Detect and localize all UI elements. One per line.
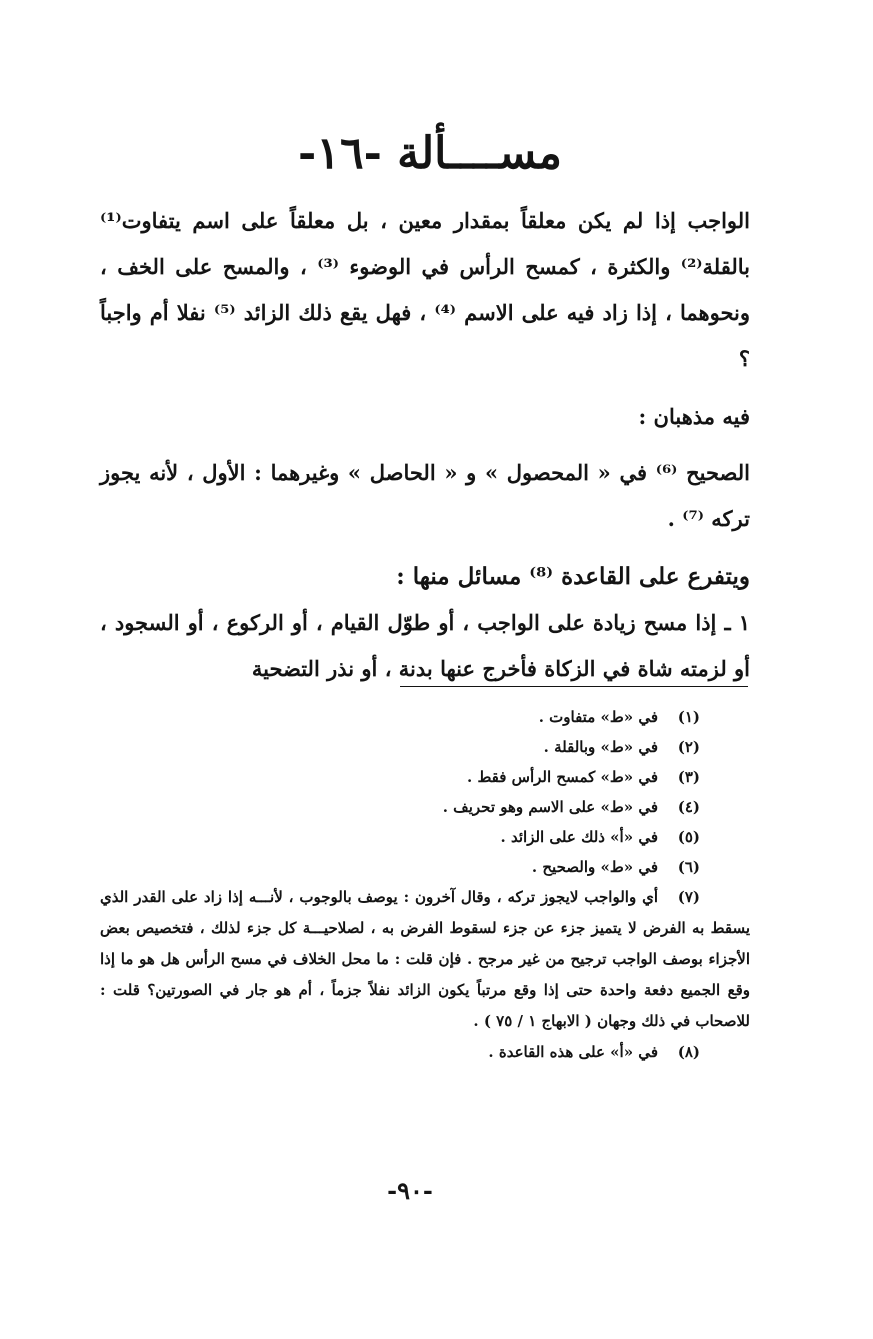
- intro-paragraph: الواجب إذا لم يكن معلقاً بمقدار معين ، بل معلقاً على اسم يتفاوت⁽¹⁾ بالقلة⁽²⁾ والكثرة ، كمسح الرأس في الوضوء ⁽³⁾ ، والمسح على الخف ، ونحوهما ، إذا زاد فيه على الاسم ⁽⁴⁾ ، فهل يقع ذلك الزائد ⁽⁵⁾ نفلا أم واجباً ؟: [100, 208, 750, 371]
- madhhab-heading: فيه مذهبان :: [638, 404, 750, 429]
- footnote-4: [100, 792, 750, 822]
- footnote-number: (٣): [677, 768, 700, 786]
- footnote-number: (٨): [677, 1043, 700, 1061]
- footnote-number: (١): [677, 708, 700, 726]
- footnote-text: في «أ» على هذه القاعدة .: [488, 1043, 658, 1061]
- footnote-5: [100, 822, 750, 852]
- branch-heading: ويتفرع على القاعدة ⁽⁸⁾ مسائل منها :: [396, 563, 750, 590]
- footnote-text: في «ط» وبالقلة .: [543, 738, 658, 756]
- footnote-1: [100, 702, 750, 732]
- footnote-3: [100, 762, 750, 792]
- footnote-text: أي والواجب لايجوز تركه ، وقال آخرون : يوصف بالوجوب ، لأنـــه إذا زاد على القدر الذي يسقط به الفرض لا يتميز جزء عن جزء لسقوط الفرض به ، لصلاحيـــة كل جزء لذلك ، فتخصيص بعض الأجزاء بوصف الواجب ترجيح من غير مرجح . فإن قلت : ما محل الخلاف في مسح الرأس هل هو ما إذا وقع الجميع دفعة واحدة حتى إذا وقع مرتباً يكون الزائد نفلاً جزماً ، أم هو جار في الصورتين؟ قلت : للاصحاب في ذلك وجهان ( الابهاج ١ / ٧٥ ) .: [100, 888, 750, 1030]
- footnote-number: (٦): [677, 858, 700, 876]
- footnote-number: (٧): [677, 888, 700, 906]
- footnote-number: (٤): [677, 798, 700, 816]
- page-title: مســــألة -١٦-: [298, 128, 562, 179]
- footnote-7: [100, 882, 750, 1037]
- sahih-paragraph: الصحيح ⁽⁶⁾ في « المحصول » و « الحاصل » وغيرهما : الأول ، لأنه يجوز تركه ⁽⁷⁾ .: [100, 460, 750, 531]
- footnote-text: في «ط» متفاوت .: [538, 708, 658, 726]
- footnote-number: (٥): [677, 828, 700, 846]
- footnotes: [100, 702, 750, 1067]
- footnote-8: [100, 1037, 750, 1067]
- footnote-text: في «ط» كمسح الرأس فقط .: [467, 768, 658, 786]
- footnote-separator: [400, 686, 748, 687]
- footnote-6: [100, 852, 750, 882]
- footnote-text: في «ط» على الاسم وهو تحريف .: [442, 798, 658, 816]
- footnote-2: [100, 732, 750, 762]
- issue-1-paragraph: ١ ـ إذا مسح زيادة على الواجب ، أو طوّل القيام ، أو الركوع ، أو السجود ، أو لزمته شاة في الزكاة فأخرج عنها بدنة ، أو نذر التضحية: [100, 610, 750, 681]
- main-text: [100, 198, 750, 692]
- footnote-text: في «ط» والصحيح .: [531, 858, 658, 876]
- footnote-text: في «أ» ذلك على الزائد .: [500, 828, 658, 846]
- page-number: -٩٠-: [387, 1176, 433, 1205]
- footnote-number: (٢): [677, 738, 700, 756]
